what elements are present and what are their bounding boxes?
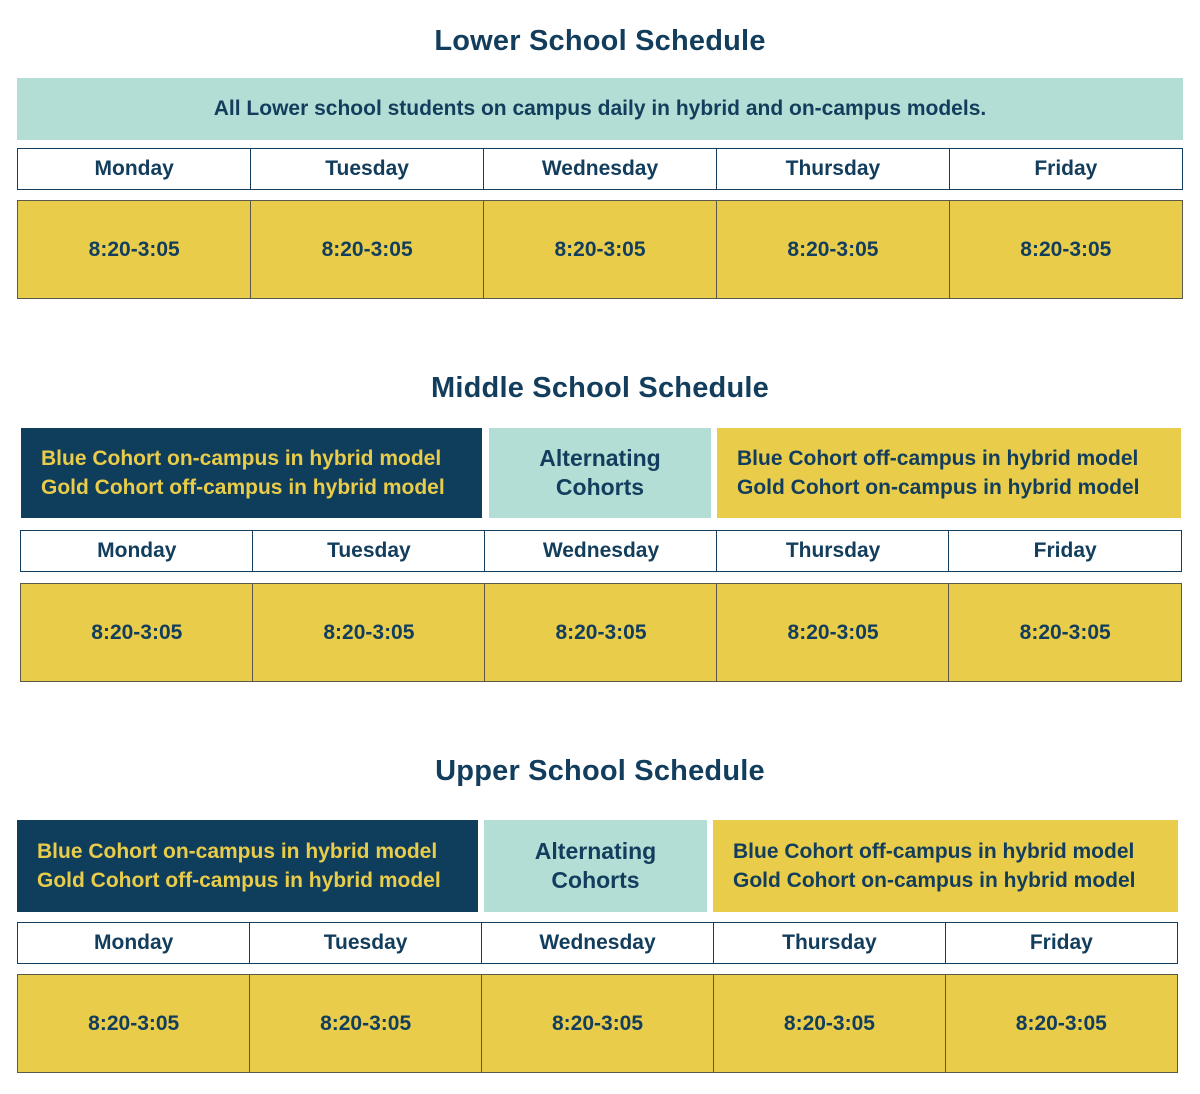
middle-right-cohort-banner — [717, 428, 1181, 518]
lower-day-row — [17, 148, 1183, 190]
time-cell-monday: 8:20-3:05 — [17, 974, 250, 1073]
middle-right-line-2: Gold Cohort on-campus in hybrid model — [737, 476, 1140, 499]
middle-day-row — [20, 530, 1182, 572]
upper-left-cohort-banner — [17, 820, 478, 912]
time-cell-thursday: 8:20-3:05 — [716, 200, 950, 299]
upper-time-row — [17, 974, 1178, 1073]
upper-right-line-2: Gold Cohort on-campus in hybrid model — [733, 869, 1136, 892]
day-header-monday: Monday — [17, 148, 251, 190]
upper-right-cohort-banner — [713, 820, 1178, 912]
day-header-wednesday: Wednesday — [483, 148, 717, 190]
middle-school-title: Middle School Schedule — [431, 372, 769, 404]
time-cell-wednesday: 8:20-3:05 — [484, 583, 718, 682]
lower-school-title: Lower School Schedule — [434, 25, 766, 57]
time-cell-friday: 8:20-3:05 — [949, 200, 1183, 299]
time-cell-thursday: 8:20-3:05 — [716, 583, 950, 682]
day-header-friday: Friday — [948, 530, 1182, 572]
day-header-tuesday: Tuesday — [252, 530, 486, 572]
day-header-thursday: Thursday — [716, 148, 950, 190]
day-header-tuesday: Tuesday — [250, 148, 484, 190]
time-cell-wednesday: 8:20-3:05 — [481, 974, 714, 1073]
lower-school-note: All Lower school students on campus daily in hybrid and on-campus models. — [17, 78, 1183, 140]
middle-center-line-2: Cohorts — [555, 474, 645, 500]
time-cell-friday: 8:20-3:05 — [945, 974, 1178, 1073]
upper-left-line-1: Blue Cohort on-campus in hybrid model — [37, 840, 438, 863]
time-cell-tuesday: 8:20-3:05 — [250, 200, 484, 299]
time-cell-monday: 8:20-3:05 — [20, 583, 254, 682]
day-header-wednesday: Wednesday — [484, 530, 718, 572]
time-cell-tuesday: 8:20-3:05 — [249, 974, 482, 1073]
middle-left-line-1: Blue Cohort on-campus in hybrid model — [41, 447, 442, 470]
day-header-thursday: Thursday — [713, 922, 946, 964]
middle-alternating-banner — [489, 428, 711, 518]
middle-left-cohort-banner — [21, 428, 482, 518]
day-header-monday: Monday — [17, 922, 250, 964]
upper-alternating-banner — [484, 820, 707, 912]
day-header-thursday: Thursday — [716, 530, 950, 572]
upper-left-line-2: Gold Cohort off-campus in hybrid model — [37, 869, 441, 892]
lower-time-row — [17, 200, 1183, 299]
day-header-friday: Friday — [949, 148, 1183, 190]
middle-center-line-1: Alternating — [539, 445, 661, 471]
time-cell-friday: 8:20-3:05 — [948, 583, 1182, 682]
day-header-tuesday: Tuesday — [249, 922, 482, 964]
upper-center-line-1: Alternating — [534, 838, 657, 864]
time-cell-thursday: 8:20-3:05 — [713, 974, 946, 1073]
day-header-monday: Monday — [20, 530, 254, 572]
time-cell-tuesday: 8:20-3:05 — [252, 583, 486, 682]
time-cell-wednesday: 8:20-3:05 — [483, 200, 717, 299]
upper-right-line-1: Blue Cohort off-campus in hybrid model — [733, 840, 1135, 863]
middle-left-line-2: Gold Cohort off-campus in hybrid model — [41, 476, 445, 499]
upper-school-title: Upper School Schedule — [435, 755, 765, 787]
day-header-friday: Friday — [945, 922, 1178, 964]
middle-time-row — [20, 583, 1182, 682]
day-header-wednesday: Wednesday — [481, 922, 714, 964]
upper-center-line-2: Cohorts — [551, 867, 640, 893]
upper-day-row — [17, 922, 1178, 964]
middle-right-line-1: Blue Cohort off-campus in hybrid model — [737, 447, 1139, 470]
time-cell-monday: 8:20-3:05 — [17, 200, 251, 299]
